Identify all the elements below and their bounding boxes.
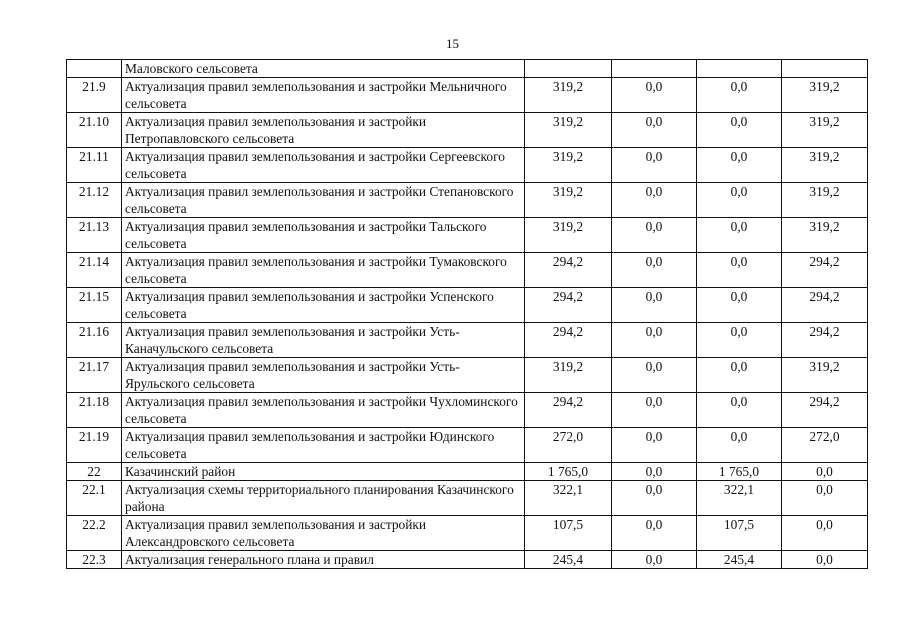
cell-value-4: 0,0 [782,516,868,551]
cell-name: Актуализация правил землепользования и застройки Степановского сельсовета [122,183,525,218]
cell-value-4: 0,0 [782,481,868,516]
cell-num: 21.15 [67,288,122,323]
table-row-continued [67,60,868,78]
cell-value-3: 0,0 [697,393,782,428]
cell-value-4: 319,2 [782,183,868,218]
cell-name: Актуализация правил землепользования и застройки Сергеевского сельсовета [122,148,525,183]
cell-value-3: 0,0 [697,323,782,358]
cell-value-2: 0,0 [612,113,697,148]
cell-name: Актуализация правил землепользования и застройки Чухломинского сельсовета [122,393,525,428]
cell-value-4 [782,60,868,78]
cell-value-2: 0,0 [612,288,697,323]
table-row [67,148,868,183]
cell-name: Актуализация правил землепользования и застройки Успенского сельсовета [122,288,525,323]
cell-name: Актуализация правил землепользования и застройки Юдинского сельсовета [122,428,525,463]
cell-value-3: 322,1 [697,481,782,516]
cell-value-3: 245,4 [697,551,782,569]
cell-name: Актуализация правил землепользования и застройки Усть-Ярульского сельсовета [122,358,525,393]
page-number: 15 [446,36,459,51]
cell-value-3: 1 765,0 [697,463,782,481]
cell-value-1 [525,60,612,78]
cell-value-1: 245,4 [525,551,612,569]
cell-num: 21.16 [67,323,122,358]
table-row [67,393,868,428]
cell-value-3: 0,0 [697,113,782,148]
cell-name: Актуализация правил землепользования и застройки Александровского сельсовета [122,516,525,551]
cell-num: 21.18 [67,393,122,428]
cell-name: Актуализация правил землепользования и застройки Тальского сельсовета [122,218,525,253]
cell-value-1: 319,2 [525,78,612,113]
cell-value-3: 107,5 [697,516,782,551]
cell-num: 21.14 [67,253,122,288]
cell-value-2: 0,0 [612,323,697,358]
cell-value-1: 294,2 [525,323,612,358]
table-row [67,253,868,288]
cell-value-2 [612,60,697,78]
cell-value-1: 322,1 [525,481,612,516]
cell-value-3: 0,0 [697,218,782,253]
cell-value-3: 0,0 [697,253,782,288]
cell-value-4: 319,2 [782,78,868,113]
budget-table [66,59,868,569]
cell-value-4: 294,2 [782,288,868,323]
cell-name: Актуализация правил землепользования и застройки Усть-Каначульского сельсовета [122,323,525,358]
table-row [67,516,868,551]
cell-value-1: 319,2 [525,358,612,393]
table-row [67,78,868,113]
cell-value-2: 0,0 [612,183,697,218]
cell-value-3: 0,0 [697,428,782,463]
cell-value-2: 0,0 [612,148,697,183]
cell-num: 21.19 [67,428,122,463]
cell-num: 21.9 [67,78,122,113]
cell-value-2: 0,0 [612,78,697,113]
table-row [67,428,868,463]
cell-value-1: 272,0 [525,428,612,463]
cell-value-1: 294,2 [525,393,612,428]
cell-value-2: 0,0 [612,481,697,516]
cell-value-4: 0,0 [782,551,868,569]
cell-name: Маловского сельсовета [122,60,525,78]
cell-num: 21.10 [67,113,122,148]
cell-name: Актуализация схемы территориального планирования Казачинского района [122,481,525,516]
cell-value-1: 294,2 [525,253,612,288]
cell-value-4: 272,0 [782,428,868,463]
cell-value-1: 1 765,0 [525,463,612,481]
cell-value-1: 294,2 [525,288,612,323]
cell-value-1: 319,2 [525,218,612,253]
cell-value-1: 107,5 [525,516,612,551]
cell-value-4: 294,2 [782,253,868,288]
cell-value-1: 319,2 [525,183,612,218]
cell-value-2: 0,0 [612,393,697,428]
cell-name: Актуализация правил землепользования и застройки Тумаковского сельсовета [122,253,525,288]
cell-value-2: 0,0 [612,428,697,463]
cell-value-4: 0,0 [782,463,868,481]
cell-value-3: 0,0 [697,183,782,218]
cell-value-3: 0,0 [697,358,782,393]
cell-name: Актуализация правил землепользования и застройки Мельничного сельсовета [122,78,525,113]
table-row [67,463,868,481]
cell-num: 21.13 [67,218,122,253]
cell-value-4: 319,2 [782,148,868,183]
cell-value-3 [697,60,782,78]
table-row [67,288,868,323]
cell-num: 21.12 [67,183,122,218]
cell-value-2: 0,0 [612,253,697,288]
cell-value-3: 0,0 [697,78,782,113]
cell-value-1: 319,2 [525,113,612,148]
cell-value-3: 0,0 [697,148,782,183]
cell-name: Актуализация генерального плана и правил [122,551,525,569]
table-row [67,358,868,393]
cell-name: Казачинский район [122,463,525,481]
cell-value-2: 0,0 [612,551,697,569]
table-body [67,60,868,569]
cell-value-4: 319,2 [782,113,868,148]
cell-num: 21.17 [67,358,122,393]
table-row [67,183,868,218]
cell-num: 22.3 [67,551,122,569]
cell-value-1: 319,2 [525,148,612,183]
cell-value-4: 294,2 [782,393,868,428]
cell-num: 22.2 [67,516,122,551]
table-row [67,218,868,253]
table-row [67,481,868,516]
cell-value-4: 319,2 [782,358,868,393]
table-row [67,551,868,569]
cell-num [67,60,122,78]
cell-num: 22 [67,463,122,481]
cell-value-2: 0,0 [612,463,697,481]
table-row [67,323,868,358]
cell-value-2: 0,0 [612,218,697,253]
cell-value-4: 319,2 [782,218,868,253]
cell-value-4: 294,2 [782,323,868,358]
cell-num: 22.1 [67,481,122,516]
cell-num: 21.11 [67,148,122,183]
cell-value-2: 0,0 [612,516,697,551]
table-row [67,113,868,148]
cell-value-2: 0,0 [612,358,697,393]
cell-value-3: 0,0 [697,288,782,323]
cell-name: Актуализация правил землепользования и застройки Петропавловского сельсовета [122,113,525,148]
